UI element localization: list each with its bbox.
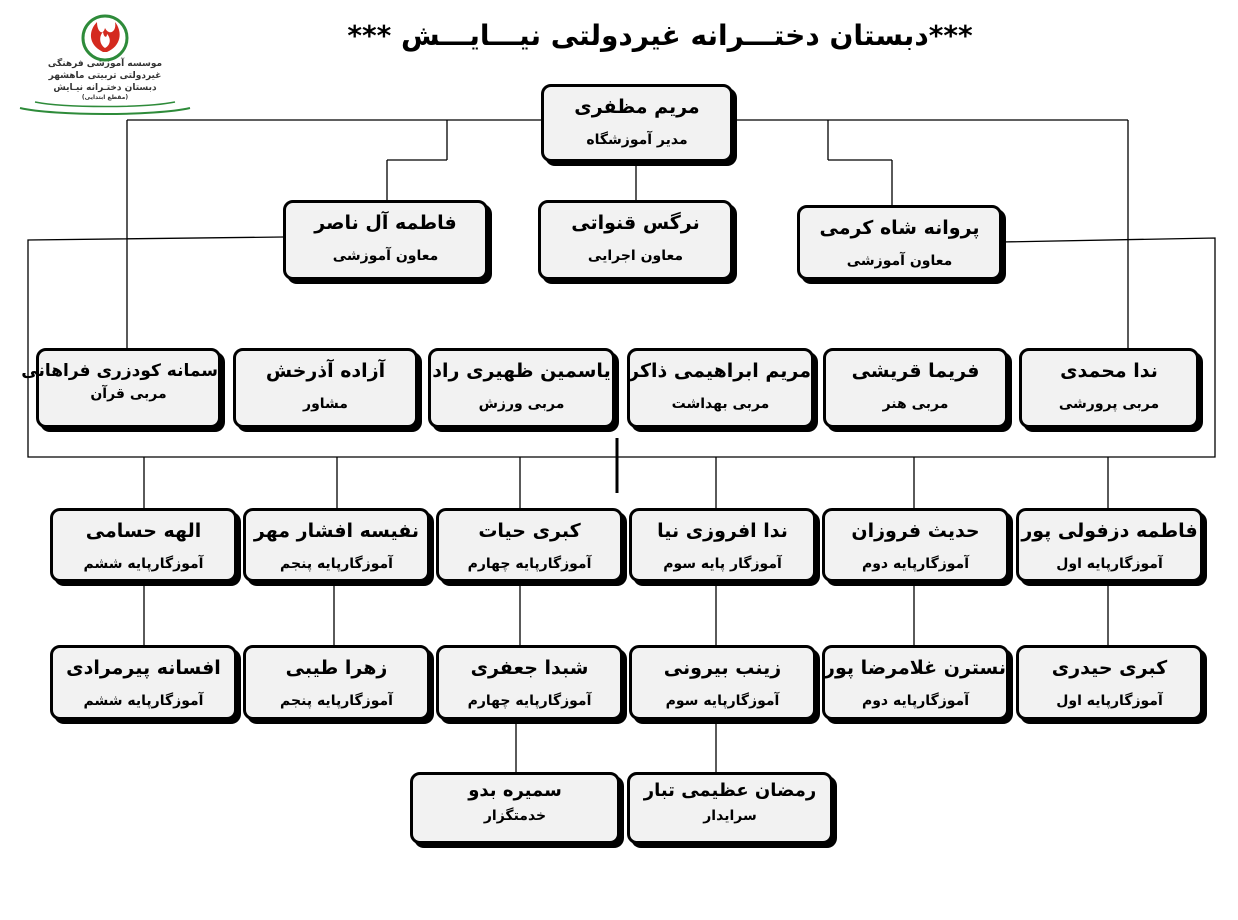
staff-name: سمیره بدو <box>468 780 562 801</box>
teacher-role: آموزگارپایه ششم <box>83 556 204 572</box>
teacher-role: آموزگارپایه دوم <box>861 693 970 709</box>
deputy-box <box>797 205 1002 280</box>
coach-role: مربی بهداشت <box>671 396 770 412</box>
teacher-box <box>436 645 623 720</box>
coach-role: مشاور <box>303 396 348 412</box>
teacher-box <box>243 508 430 582</box>
deputy-role: معاون آموزشی <box>332 248 439 264</box>
teacher-box <box>436 508 623 582</box>
logo-line-2: غیردولتی تربیتی ماهشهر <box>48 71 162 81</box>
teacher-role: آموزگارپایه اول <box>1056 556 1163 572</box>
principal-name: مریم مظفری <box>574 96 700 118</box>
teacher-role: آموزگارپایه چهارم <box>467 556 592 572</box>
teacher-role: آموزگارپایه پنجم <box>280 556 393 572</box>
teacher-name: حدیث فروزان <box>851 520 980 542</box>
deputy-role: معاون آموزشی <box>846 253 953 269</box>
principal-role: مدیر آموزشگاه <box>586 132 688 148</box>
teacher-box <box>629 645 816 720</box>
teacher-name: ندا افروزی نیا <box>657 520 788 542</box>
logo-text <box>15 58 195 102</box>
teacher-role: آموزگارپایه دوم <box>861 556 970 572</box>
logo-line-1: موسسه آموزشی فرهنگی <box>47 59 163 69</box>
teacher-name: نسترن غلامرضا پور <box>824 657 1006 679</box>
coach-box <box>1019 348 1199 428</box>
teacher-box <box>822 508 1009 582</box>
coach-name: آزاده آذرخش <box>265 360 386 382</box>
page-title: ***دبستان دختـــرانه غیردولتی نیـــایـــش *** <box>347 19 973 52</box>
staff-box <box>410 772 620 844</box>
coach-name: یاسمین ظهیری راد <box>432 360 611 382</box>
teacher-name: نفیسه افشار مهر <box>253 520 420 542</box>
teacher-role: آموزگارپایه ششم <box>83 693 204 709</box>
teacher-role: آموزگار پایه سوم <box>663 556 782 572</box>
logo-line-4: (مقطع ابتدایی) <box>81 94 129 101</box>
teacher-name: شبدا جعفری <box>470 657 589 679</box>
deputy-box <box>538 200 733 280</box>
teacher-box <box>1016 645 1203 720</box>
teacher-role: آموزگارپایه چهارم <box>467 693 592 709</box>
deputy-name: پروانه شاه کرمی <box>819 217 980 239</box>
teacher-box <box>822 645 1009 720</box>
deputy-name: نرگس قنواتی <box>571 212 700 234</box>
logo-line-3: دبستان دختـرانه نیـایش <box>53 83 157 93</box>
coach-box <box>823 348 1008 428</box>
coach-box <box>428 348 615 428</box>
teacher-name: کبری حیات <box>478 520 581 542</box>
teacher-box <box>1016 508 1203 582</box>
coach-name: سمانه کودزری فراهانی <box>21 361 218 381</box>
principal-box <box>541 84 733 162</box>
teacher-name: الهه حسامی <box>85 520 202 542</box>
teacher-role: آموزگارپایه سوم <box>665 693 780 709</box>
coach-name: فریما قریشی <box>851 360 980 382</box>
deputy-name: فاطمه آل ناصر <box>314 212 457 234</box>
staff-role: خدمتگزار <box>483 808 547 824</box>
coach-role: مربی پرورشی <box>1058 396 1160 412</box>
teacher-box <box>50 645 237 720</box>
teacher-box <box>243 645 430 720</box>
staff-role: سرایدار <box>703 808 757 824</box>
coach-name: مریم ابراهیمی ذاکر <box>628 360 811 382</box>
coach-box <box>233 348 418 428</box>
staff-box <box>627 772 833 844</box>
teacher-box <box>629 508 816 582</box>
teacher-box <box>50 508 237 582</box>
teacher-name: زینب بیرونی <box>663 657 782 679</box>
staff-name: رمضان عظیمی تبار <box>643 780 817 801</box>
deputy-role: معاون اجرایی <box>587 248 684 264</box>
teacher-name: کبری حیدری <box>1051 657 1168 679</box>
coach-name: ندا محمدی <box>1060 360 1158 382</box>
coach-role: مربی ورزش <box>478 396 565 412</box>
coach-role: مربی قرآن <box>90 386 167 402</box>
school-logo <box>15 8 195 118</box>
deputy-box <box>283 200 488 280</box>
teacher-name: افسانه پیرمرادی <box>66 657 221 679</box>
teacher-name: فاطمه دزفولی پور <box>1021 520 1198 542</box>
coach-box <box>627 348 814 428</box>
teacher-role: آموزگارپایه اول <box>1056 693 1163 709</box>
teacher-role: آموزگارپایه پنجم <box>280 693 393 709</box>
coach-box <box>21 348 221 428</box>
coach-role: مربی هنر <box>882 396 949 412</box>
teacher-name: زهرا طیبی <box>285 657 388 679</box>
